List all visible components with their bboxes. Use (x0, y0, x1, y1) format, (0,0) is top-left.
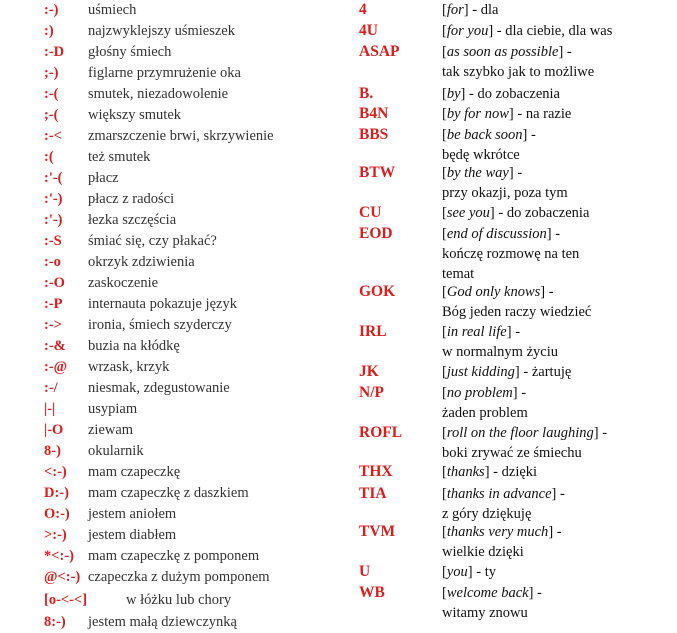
emoticon-code: :-> (44, 317, 62, 333)
acronym-code: IRL (359, 323, 387, 340)
acronym-description: [God only knows] - Bóg jeden raczy wiedzieć (442, 284, 592, 320)
emoticon-code: :-< (44, 128, 62, 144)
emoticon-meaning: buzia na kłódkę (88, 338, 180, 354)
acronym-code: B. (359, 85, 374, 102)
emoticon-meaning: usypiam (88, 401, 138, 417)
emoticon-meaning: mam czapeczkę z pomponem (88, 548, 260, 564)
emoticon-code: :-/ (44, 380, 58, 396)
acronym-translation: wielkie dzięki (442, 544, 524, 560)
acronym-expansion: end of discussion (446, 226, 547, 242)
acronym-description: [no problem] - żaden problem (442, 385, 528, 421)
acronym-translation: ty (484, 564, 496, 580)
acronym-code: TVM (359, 523, 396, 540)
emoticon-code: >:-) (44, 527, 67, 543)
acronym-description: [in real life] - w normalnym życiu (442, 324, 558, 360)
emoticon-meaning: jestem małą dziewczynką (88, 614, 237, 630)
acronym-description: [for] - dla (442, 2, 499, 18)
emoticon-meaning: jestem diabłem (88, 527, 177, 543)
emoticon-code: :-O (44, 275, 65, 291)
acronym-expansion: just kidding (446, 364, 515, 380)
acronym-expansion: God only knows (446, 284, 541, 300)
acronym-expansion: for (446, 2, 464, 18)
emoticon-code: :-o (44, 254, 61, 270)
acronym-code: THX (359, 463, 393, 480)
emoticon-meaning: jestem aniołem (88, 506, 177, 522)
emoticon-code: *<:-) (44, 548, 74, 564)
emoticon-meaning: wrzask, krzyk (88, 359, 170, 375)
acronym-expansion: you (446, 564, 468, 580)
acronym-expansion: by for now (446, 106, 509, 122)
emoticon-meaning: internauta pokazuje język (88, 296, 237, 312)
emoticon-code: :) (44, 23, 54, 39)
emoticon-code: @<:-) (44, 569, 81, 585)
acronym-translation: na razie (525, 106, 572, 122)
acronym-code: TIA (359, 485, 387, 502)
emoticon-meaning: w łóżku lub chory (126, 592, 232, 608)
acronym-expansion: for you (446, 23, 489, 39)
acronym-code: BTW (359, 164, 396, 181)
emoticon-code: :-P (44, 296, 63, 312)
emoticon-meaning: smutek, niezadowolenie (88, 86, 229, 102)
acronym-translation: będę wkrótce (442, 147, 520, 163)
acronym-description: [roll on the floor laughing] - boki zrywać ze śmiechu (442, 425, 608, 461)
emoticon-meaning: najzwyklejszy uśmieszek (88, 23, 235, 39)
acronym-code: B4N (359, 105, 389, 122)
acronym-code: 4U (359, 22, 378, 39)
emoticon-code: ;-( (44, 107, 59, 123)
emoticon-code: :-& (44, 338, 66, 354)
acronym-code: 4 (359, 1, 367, 18)
acronym-expansion: thanks (446, 464, 485, 480)
emoticon-meaning: mam czapeczkę z daszkiem (88, 485, 249, 501)
emoticon-meaning: figlarne przymrużenie oka (88, 65, 241, 81)
acronym-expansion: welcome back (446, 585, 529, 601)
acronym-code: BBS (359, 126, 389, 143)
acronym-code: EOD (359, 225, 393, 242)
acronym-expansion: see you (446, 205, 490, 221)
acronym-translation: Bóg jeden raczy wiedzieć (442, 304, 592, 320)
acronym-code: ROFL (359, 424, 403, 441)
acronym-description: [thanks in advance] - z góry dziękuję (442, 486, 565, 522)
acronym-description: [just kidding] - żartuję (442, 364, 572, 380)
emoticon-code: :-S (44, 233, 62, 249)
emoticon-code: D:-) (44, 485, 69, 501)
acronym-description: [end of discussion] - kończę rozmowę na ten temat (442, 226, 580, 282)
acronym-description: [you] - ty (442, 564, 496, 580)
acronym-code: U (359, 563, 371, 580)
emoticon-meaning: zmarszczenie brwi, skrzywienie (88, 128, 274, 144)
acronym-translation: kończę rozmowę na ten (442, 246, 580, 262)
emoticon-meaning: łezka szczęścia (88, 212, 177, 228)
emoticon-code: :( (44, 149, 54, 165)
acronym-description: [thanks] - dzięki (442, 464, 538, 480)
acronym-translation: żaden problem (442, 405, 528, 421)
acronym-description: [as soon as possible] - tak szybko jak to możliwe (442, 44, 595, 80)
acronym-translation: przy okazji, poza tym (442, 185, 568, 201)
acronym-expansion: thanks in advance (446, 486, 552, 502)
acronym-expansion: be back soon (446, 127, 523, 143)
acronym-expansion: thanks very much (446, 524, 549, 540)
acronym-translation: boki zrywać ze śmiechu (442, 445, 582, 461)
acronym-code: WB (359, 584, 385, 601)
emoticon-meaning: zaskoczenie (88, 275, 159, 291)
emoticon-code: 8:-) (44, 614, 66, 630)
acronym-translation: z góry dziękuję (442, 506, 532, 522)
emoticon-code: O:-) (44, 506, 70, 522)
emoticon-meaning: śmiać się, czy płakać? (88, 233, 217, 249)
emoticon-meaning: większy smutek (88, 107, 182, 123)
acronym-expansion: no problem (446, 385, 513, 401)
emoticon-code: :'-) (44, 191, 63, 207)
acronym-expansion: by (446, 86, 461, 102)
acronym-description: [by the way] - przy okazji, poza tym (442, 165, 568, 201)
emoticon-code: :'-( (44, 170, 63, 186)
acronym-description: [see you] - do zobaczenia (442, 205, 590, 221)
emoticon-meaning: mam czapeczkę (88, 464, 181, 480)
acronym-translation: dla ciebie, dla was (505, 23, 613, 39)
emoticon-code: <:-) (44, 464, 67, 480)
emoticon-code: :-@ (44, 359, 68, 375)
acronym-expansion: as soon as possible (446, 44, 559, 60)
emoticon-meaning: płacz (88, 170, 119, 186)
acronym-description: [welcome back] - witamy znowu (442, 585, 542, 621)
emoticon-code: :'-) (44, 212, 63, 228)
emoticon-code: ;-) (44, 65, 59, 81)
acronym-translation: do zobaczenia (506, 205, 590, 221)
emoticon-code: 8-) (44, 443, 61, 459)
emoticon-meaning: czapeczka z dużym pomponem (88, 569, 270, 585)
acronym-code: ASAP (359, 43, 400, 60)
emoticon-code: :-D (44, 44, 65, 60)
emoticon-meaning: ziewam (88, 422, 134, 438)
emoticon-code: :-) (44, 2, 59, 18)
emoticon-meaning: płacz z radości (88, 191, 175, 207)
acronym-translation: tak szybko jak to możliwe (442, 64, 595, 80)
emoticon-meaning: głośny śmiech (88, 44, 172, 60)
emoticon-code: :-( (44, 86, 59, 102)
emoticon-code: |-| (44, 401, 56, 417)
acronym-translation: w normalnym życiu (442, 344, 558, 360)
emoticon-meaning: ironia, śmiech szyderczy (88, 317, 232, 333)
acronym-expansion: roll on the floor laughing (446, 425, 594, 441)
acronym-description: [for you] - dla ciebie, dla was (442, 23, 613, 39)
acronym-code: JK (359, 363, 379, 380)
emoticon-meaning: też smutek (88, 149, 151, 165)
emoticon-meaning: niesmak, zdegustowanie (88, 380, 230, 396)
acronym-translation: dzięki (501, 464, 538, 480)
acronym-translation: do zobaczenia (477, 86, 560, 102)
emoticon-code: [o-<-<] (44, 592, 88, 608)
emoticon-meaning: okrzyk zdziwienia (88, 254, 195, 270)
acronym-translation: dla (480, 2, 499, 18)
acronym-translation: temat (442, 266, 475, 282)
emoticon-meaning: uśmiech (88, 2, 137, 18)
acronym-description: [thanks very much] - wielkie dzięki (442, 524, 562, 560)
acronym-description: [by] - do zobaczenia (442, 86, 560, 102)
acronym-expansion: by the way (446, 165, 509, 181)
acronym-description: [be back soon] - będę wkrótce (442, 127, 536, 163)
acronym-code: GOK (359, 283, 396, 300)
acronym-expansion: in real life (446, 324, 507, 340)
acronym-translation: żartuję (531, 364, 572, 380)
acronym-translation: witamy znowu (442, 605, 528, 621)
acronym-code: CU (359, 204, 382, 221)
emoticon-meaning: okularnik (88, 443, 144, 459)
acronym-description: [by for now] - na razie (442, 106, 572, 122)
emoticon-code: |-O (44, 422, 64, 438)
acronym-code: N/P (359, 384, 384, 401)
